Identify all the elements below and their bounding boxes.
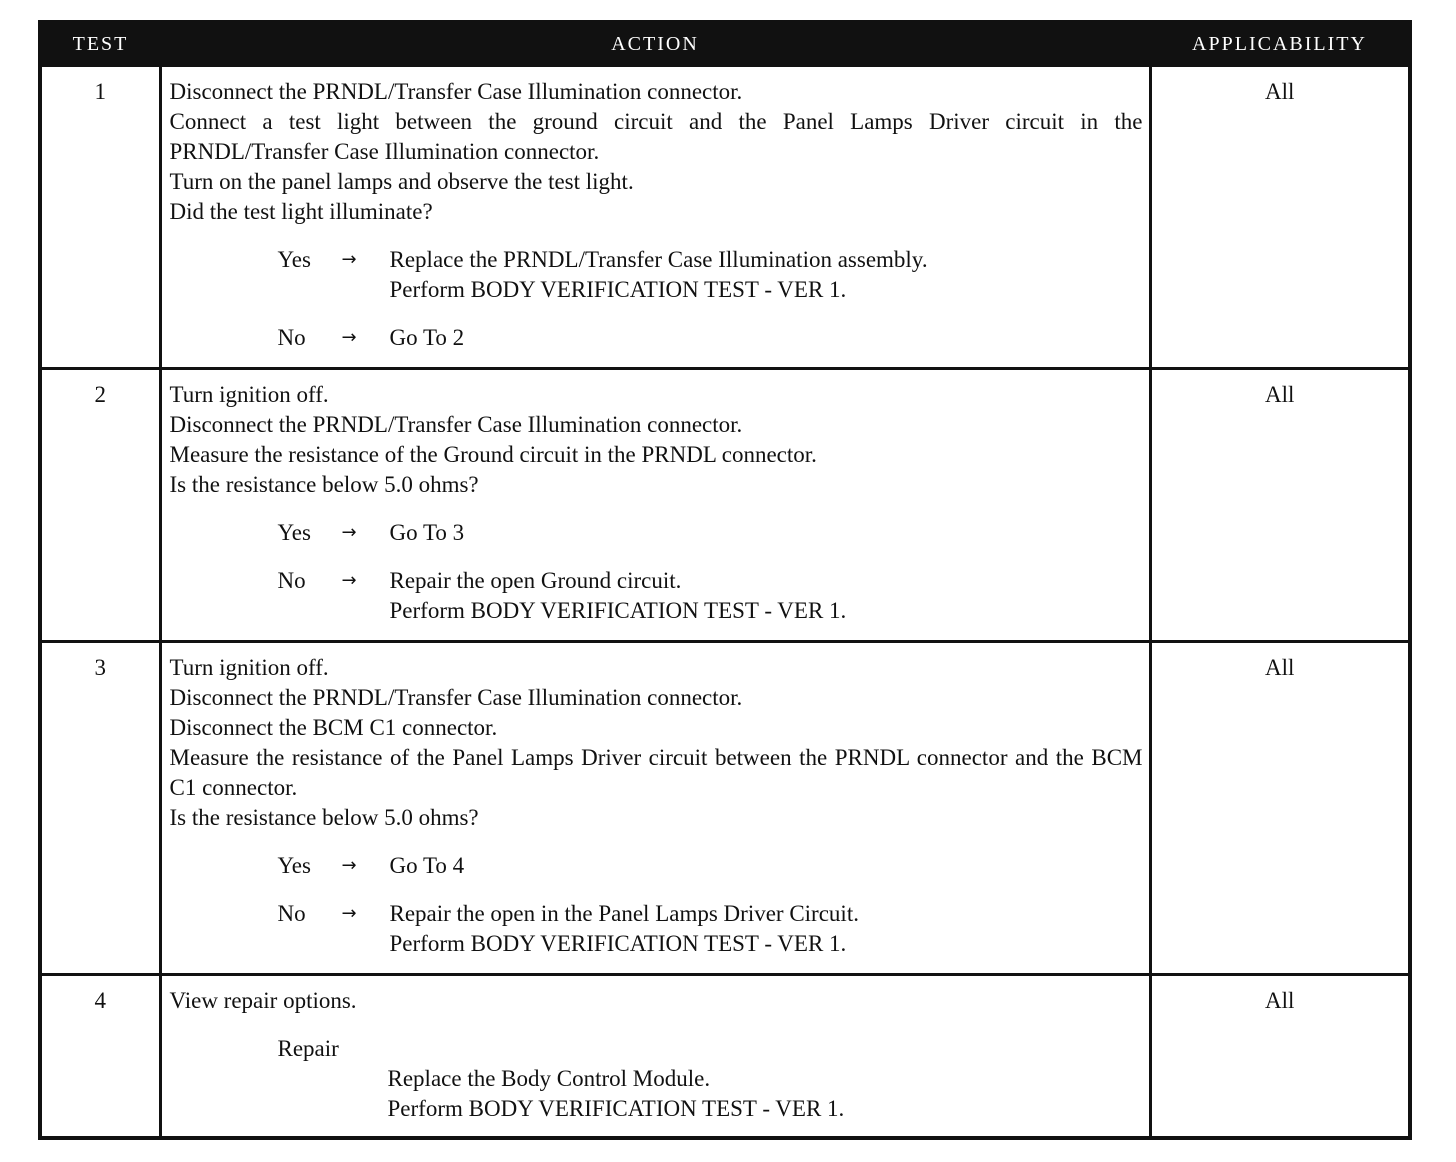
result-line: Perform BODY VERIFICATION TEST - VER 1. [389,931,847,956]
step-text: View repair options. [169,988,357,1013]
test-number: 1 [40,66,160,369]
header-row [40,22,1410,66]
step-text: Measure the resistance of the Ground circuit in the PRNDL connector. [169,442,817,467]
right-arrow-icon: → [341,570,357,591]
action-cell [160,975,1150,1139]
step-text: Disconnect the PRNDL/Transfer Case Illumination connector. [169,685,743,710]
result-line: Perform BODY VERIFICATION TEST - VER 1. [389,598,847,623]
repair-label: Repair [277,1036,339,1061]
no-label: No [277,568,306,593]
applicability-value: All [1150,369,1410,642]
yes-result [390,851,1143,881]
repair-line: Perform BODY VERIFICATION TEST - VER 1. [387,1096,845,1121]
step-text: Is the resistance below 5.0 ohms? [169,805,479,830]
repair-instructions [388,1064,1143,1124]
test-row-3 [40,642,1410,975]
step-text: Turn ignition off. [169,655,329,680]
header-action: ACTION [160,22,1150,66]
header-test: TEST [40,22,160,66]
test-row-1 [40,66,1410,369]
result-line: Go To 2 [389,325,465,350]
yes-label: Yes [277,247,311,272]
test-number: 2 [40,369,160,642]
action-cell [160,369,1150,642]
result-line: Repair the open in the Panel Lamps Driver Circuit. [389,901,859,926]
repair-line: Replace the Body Control Module. [387,1066,711,1091]
no-branch [170,323,1143,353]
result-line: Perform BODY VERIFICATION TEST - VER 1. [389,277,847,302]
repair-block [170,1034,1143,1124]
step-text: Is the resistance below 5.0 ohms? [169,472,479,497]
no-label: No [277,325,306,350]
right-arrow-icon: → [341,327,357,348]
test-number: 3 [40,642,160,975]
header-applicability: APPLICABILITY [1150,22,1410,66]
no-result [390,899,1143,959]
yes-label: Yes [277,520,311,545]
step-text: Connect a test light between the ground circuit and the Panel Lamps Driver circuit in the PRNDL/Transfer Case Illumination connector. [169,109,1143,164]
yes-result [390,518,1143,548]
yes-label: Yes [277,853,311,878]
applicability-value: All [1150,642,1410,975]
step-text: Measure the resistance of the Panel Lamps Driver circuit between the PRNDL connector and the BCM C1 connector. [169,745,1143,800]
no-branch [170,566,1143,626]
applicability-value: All [1150,975,1410,1139]
step-text: Did the test light illuminate? [169,199,433,224]
yes-result [390,245,1143,305]
action-cell [160,642,1150,975]
test-number: 4 [40,975,160,1139]
step-text: Disconnect the PRNDL/Transfer Case Illumination connector. [169,412,743,437]
test-row-2 [40,369,1410,642]
right-arrow-icon: → [341,249,357,270]
right-arrow-icon: → [341,903,357,924]
step-text: Turn on the panel lamps and observe the test light. [169,169,634,194]
no-branch [170,899,1143,959]
result-line: Go To 4 [389,853,465,878]
yes-branch [170,518,1143,548]
diagnostic-test-table [38,20,1412,1140]
result-line: Go To 3 [389,520,465,545]
test-row-4 [40,975,1410,1139]
no-result [390,566,1143,626]
result-line: Replace the PRNDL/Transfer Case Illumination assembly. [389,247,928,272]
yes-branch [170,245,1143,305]
right-arrow-icon: → [341,522,357,543]
right-arrow-icon: → [341,855,357,876]
step-text: Turn ignition off. [169,382,329,407]
result-line: Repair the open Ground circuit. [389,568,682,593]
no-result [390,323,1143,353]
step-text: Disconnect the PRNDL/Transfer Case Illumination connector. [169,79,743,104]
yes-branch [170,851,1143,881]
action-cell [160,66,1150,369]
step-text: Disconnect the BCM C1 connector. [169,715,498,740]
no-label: No [277,901,306,926]
applicability-value: All [1150,66,1410,369]
